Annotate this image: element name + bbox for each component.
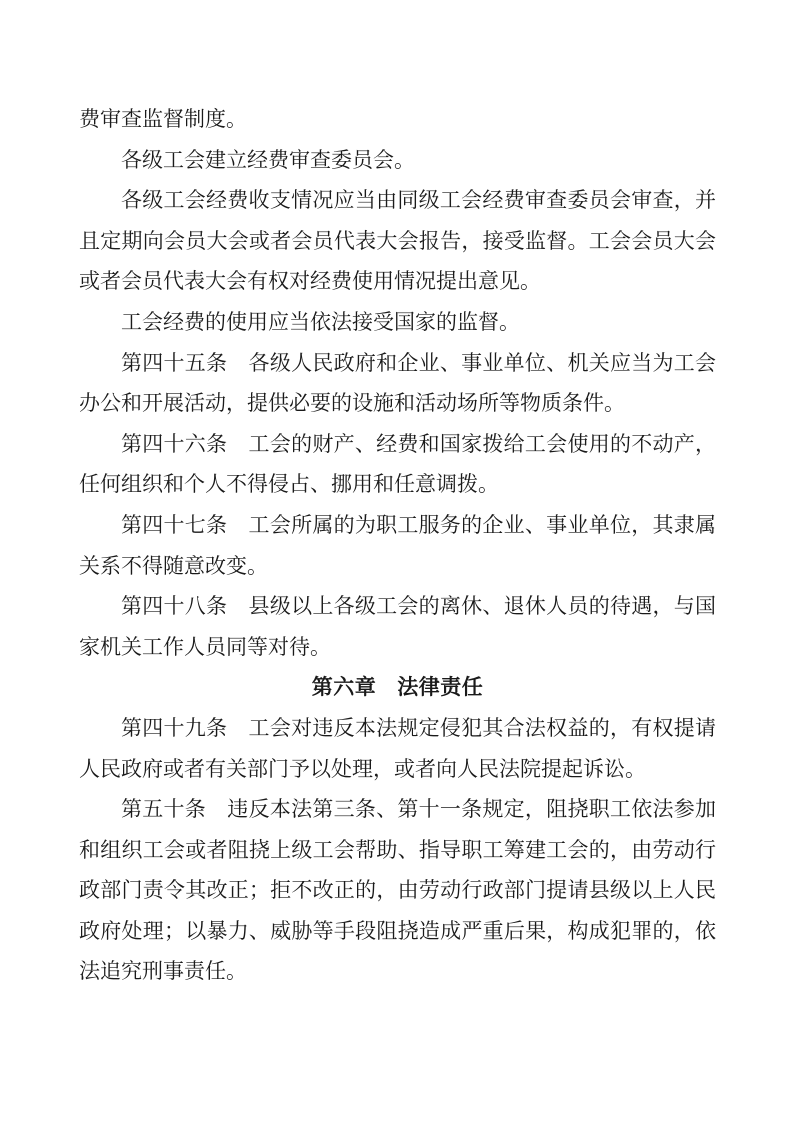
article-47-label: 第四十七条 bbox=[121, 512, 228, 537]
article-45-label: 第四十五条 bbox=[121, 350, 228, 375]
paragraph-state-supervision: 工会经费的使用应当依法接受国家的监督。 bbox=[121, 309, 520, 334]
article-50 bbox=[79, 789, 716, 992]
chapter-title: 法律责任 bbox=[397, 675, 484, 700]
article-50-label: 第五十条 bbox=[121, 797, 207, 822]
article-49 bbox=[79, 708, 716, 789]
article-45-text: 各级人民政府和企业、事业单位、机关应当为工会办公和开展活动，提供必要的设施和活动场所等物质条件。 bbox=[79, 350, 716, 416]
article-46-text: 工会的财产、经费和国家拨给工会使用的不动产，任何组织和个人不得侵占、挪用和任意调拨。 bbox=[79, 431, 716, 497]
paragraph-continuation: 费审查监督制度。 bbox=[79, 107, 247, 131]
paragraph-review-committee: 各级工会建立经费审查委员会。 bbox=[121, 147, 415, 172]
article-46-label: 第四十六条 bbox=[121, 431, 228, 456]
article-47 bbox=[79, 505, 716, 586]
chapter-heading bbox=[79, 667, 716, 708]
article-49-text: 工会对违反本法规定侵犯其合法权益的，有权提请人民政府或者有关部门予以处理，或者向人民法院提起诉讼。 bbox=[79, 715, 716, 781]
article-47-text: 工会所属的为职工服务的企业、事业单位，其隶属关系不得随意改变。 bbox=[79, 512, 716, 578]
article-45 bbox=[79, 343, 716, 424]
article-48-text: 县级以上各级工会的离休、退休人员的待遇，与国家机关工作人员同等对待。 bbox=[79, 594, 716, 659]
article-48 bbox=[79, 586, 716, 667]
article-49-label: 第四十九条 bbox=[121, 715, 228, 740]
paragraph-expenditure-review: 各级工会经费收支情况应当由同级工会经费审查委员会审查，并且定期向会员大会或者会员代表大会报告，接受监督。工会会员大会或者会员代表大会有权对经费使用情况提出意见。 bbox=[79, 188, 716, 294]
article-46 bbox=[79, 424, 716, 505]
article-48-label: 第四十八条 bbox=[121, 594, 228, 619]
article-50-text: 违反本法第三条、第十一条规定，阻挠职工依法参加和组织工会或者阻挠上级工会帮助、指导职工筹建工会的，由劳动行政部门责令其改正；拒不改正的，由劳动行政部门提请县级以上人民政府处理；以暴力、威胁等手段阻挠造成严重后果，构成犯罪的，依法追究刑事责任。 bbox=[79, 797, 717, 984]
chapter-number: 第六章 bbox=[311, 675, 377, 700]
